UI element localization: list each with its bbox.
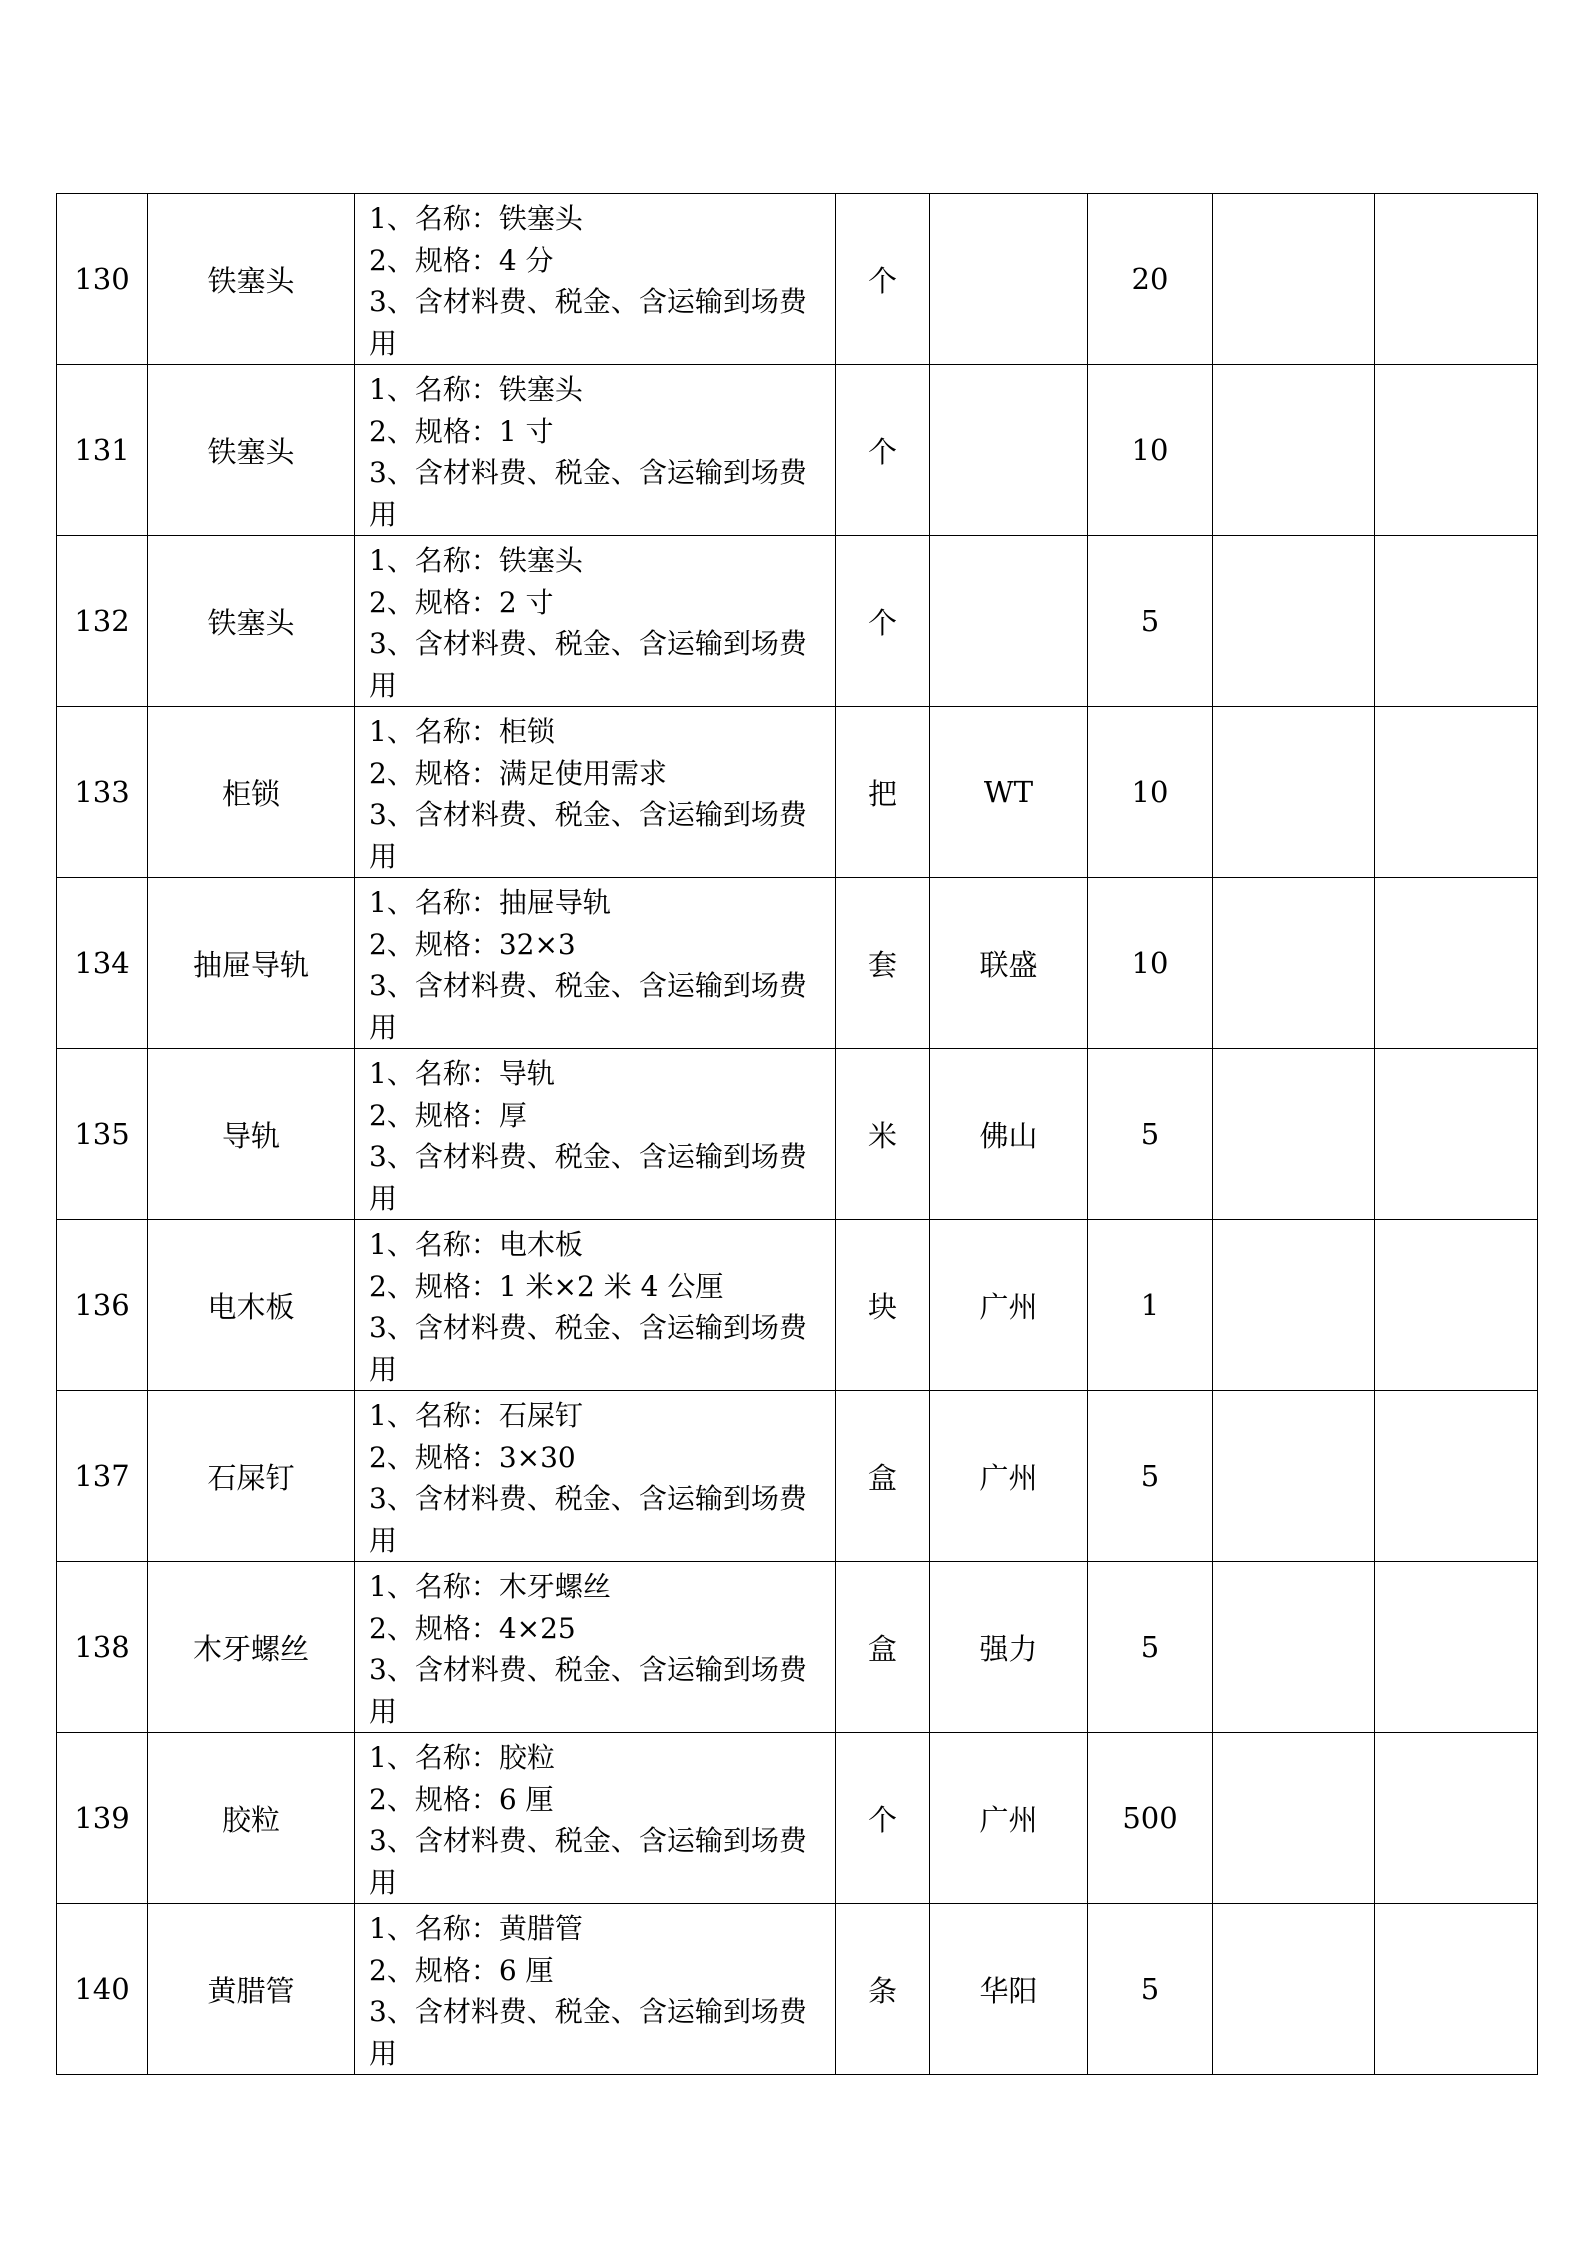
item-unit-cell: 盒 [836, 1562, 930, 1733]
description-line: 3、含材料费、税金、含运输到场费用 [369, 1653, 807, 1728]
item-number-cell: 134 [57, 878, 148, 1049]
item-description-cell [355, 1904, 836, 2075]
item-number-cell: 133 [57, 707, 148, 878]
description-line: 3、含材料费、税金、含运输到场费用 [369, 1311, 807, 1386]
item-name-cell: 铁塞头 [148, 194, 355, 365]
description-line: 2、规格：厚 [369, 1098, 527, 1132]
item-unit-price-cell [1213, 707, 1375, 878]
item-name-cell: 导轨 [148, 1049, 355, 1220]
item-number-cell: 136 [57, 1220, 148, 1391]
item-description-cell [355, 1733, 836, 1904]
item-quantity-cell: 5 [1088, 1049, 1213, 1220]
item-name-cell: 铁塞头 [148, 365, 355, 536]
table-row [57, 1391, 1538, 1562]
item-unit-price-cell [1213, 365, 1375, 536]
item-total-cell [1375, 1733, 1538, 1904]
item-name-cell: 胶粒 [148, 1733, 355, 1904]
item-unit-cell: 把 [836, 707, 930, 878]
item-unit-cell: 个 [836, 194, 930, 365]
item-total-cell [1375, 194, 1538, 365]
item-unit-price-cell [1213, 1049, 1375, 1220]
item-total-cell [1375, 707, 1538, 878]
table-row [57, 707, 1538, 878]
item-total-cell [1375, 365, 1538, 536]
item-quantity-cell: 1 [1088, 1220, 1213, 1391]
item-number-cell: 139 [57, 1733, 148, 1904]
item-brand-cell: 联盛 [930, 878, 1088, 1049]
item-unit-price-cell [1213, 1220, 1375, 1391]
description-line: 3、含材料费、税金、含运输到场费用 [369, 798, 807, 873]
description-line: 1、名称：石屎钉 [369, 1399, 583, 1432]
description-line: 2、规格：1 寸 [369, 414, 554, 448]
item-name-cell: 木牙螺丝 [148, 1562, 355, 1733]
item-name-cell: 电木板 [148, 1220, 355, 1391]
table-row [57, 1904, 1538, 2075]
item-number-cell: 132 [57, 536, 148, 707]
item-total-cell [1375, 1904, 1538, 2075]
description-line: 3、含材料费、税金、含运输到场费用 [369, 285, 807, 360]
description-line: 2、规格：4×25 [369, 1611, 576, 1645]
description-line: 1、名称：黄腊管 [369, 1912, 583, 1945]
materials-table [56, 193, 1538, 2075]
item-brand-cell [930, 194, 1088, 365]
item-quantity-cell: 5 [1088, 1904, 1213, 2075]
item-brand-cell: 华阳 [930, 1904, 1088, 2075]
item-unit-price-cell [1213, 1733, 1375, 1904]
item-brand-cell [930, 536, 1088, 707]
item-description-cell [355, 1562, 836, 1733]
item-description-cell [355, 707, 836, 878]
description-line: 2、规格：4 分 [369, 243, 554, 277]
description-line: 1、名称：铁塞头 [369, 373, 583, 406]
description-line: 3、含材料费、税金、含运输到场费用 [369, 1824, 807, 1899]
item-total-cell [1375, 1049, 1538, 1220]
item-unit-cell: 米 [836, 1049, 930, 1220]
item-unit-price-cell [1213, 536, 1375, 707]
item-number-cell: 138 [57, 1562, 148, 1733]
description-line: 1、名称：抽屉导轨 [369, 886, 611, 919]
item-brand-cell: 佛山 [930, 1049, 1088, 1220]
item-description-cell [355, 536, 836, 707]
item-description-cell [355, 1049, 836, 1220]
item-brand-cell: 广州 [930, 1220, 1088, 1391]
item-name-cell: 铁塞头 [148, 536, 355, 707]
description-line: 3、含材料费、税金、含运输到场费用 [369, 1995, 807, 2070]
description-line: 1、名称：铁塞头 [369, 202, 583, 235]
item-name-cell: 抽屉导轨 [148, 878, 355, 1049]
item-unit-price-cell [1213, 194, 1375, 365]
item-unit-price-cell [1213, 878, 1375, 1049]
item-quantity-cell: 10 [1088, 707, 1213, 878]
description-line: 2、规格：6 厘 [369, 1782, 554, 1816]
item-unit-price-cell [1213, 1562, 1375, 1733]
description-line: 2、规格：32×3 [369, 927, 576, 961]
item-quantity-cell: 20 [1088, 194, 1213, 365]
item-brand-cell: 广州 [930, 1391, 1088, 1562]
item-description-cell [355, 1391, 836, 1562]
item-total-cell [1375, 1220, 1538, 1391]
item-number-cell: 135 [57, 1049, 148, 1220]
description-line: 2、规格：6 厘 [369, 1953, 554, 1987]
item-total-cell [1375, 536, 1538, 707]
item-brand-cell: 广州 [930, 1733, 1088, 1904]
description-line: 1、名称：柜锁 [369, 715, 555, 748]
item-unit-cell: 个 [836, 536, 930, 707]
description-line: 2、规格：1 米×2 米 4 公厘 [369, 1269, 724, 1303]
item-brand-cell [930, 365, 1088, 536]
item-unit-cell: 条 [836, 1904, 930, 2075]
item-brand-cell: 强力 [930, 1562, 1088, 1733]
item-number-cell: 130 [57, 194, 148, 365]
item-unit-cell: 块 [836, 1220, 930, 1391]
item-number-cell: 140 [57, 1904, 148, 2075]
item-total-cell [1375, 878, 1538, 1049]
item-number-cell: 137 [57, 1391, 148, 1562]
description-line: 1、名称：木牙螺丝 [369, 1570, 611, 1603]
description-line: 3、含材料费、税金、含运输到场费用 [369, 969, 807, 1044]
table-row [57, 194, 1538, 365]
item-quantity-cell: 10 [1088, 365, 1213, 536]
description-line: 3、含材料费、税金、含运输到场费用 [369, 1482, 807, 1557]
description-line: 2、规格：3×30 [369, 1440, 576, 1474]
item-quantity-cell: 5 [1088, 1391, 1213, 1562]
description-line: 2、规格：2 寸 [369, 585, 554, 619]
item-number-cell: 131 [57, 365, 148, 536]
item-quantity-cell: 5 [1088, 536, 1213, 707]
item-description-cell [355, 194, 836, 365]
item-brand-cell: WT [930, 707, 1088, 878]
description-line: 2、规格：满足使用需求 [369, 756, 667, 790]
table-row [57, 1733, 1538, 1904]
description-line: 1、名称：铁塞头 [369, 544, 583, 577]
item-description-cell [355, 1220, 836, 1391]
table-row [57, 1562, 1538, 1733]
item-quantity-cell: 500 [1088, 1733, 1213, 1904]
description-line: 3、含材料费、税金、含运输到场费用 [369, 627, 807, 702]
item-unit-price-cell [1213, 1904, 1375, 2075]
item-unit-cell: 套 [836, 878, 930, 1049]
description-line: 1、名称：电木板 [369, 1228, 583, 1261]
table-row [57, 365, 1538, 536]
item-name-cell: 石屎钉 [148, 1391, 355, 1562]
description-line: 3、含材料费、税金、含运输到场费用 [369, 456, 807, 531]
item-description-cell [355, 365, 836, 536]
item-quantity-cell: 5 [1088, 1562, 1213, 1733]
item-unit-cell: 盒 [836, 1391, 930, 1562]
table-row [57, 1220, 1538, 1391]
item-unit-cell: 个 [836, 365, 930, 536]
description-line: 1、名称：胶粒 [369, 1741, 555, 1774]
item-description-cell [355, 878, 836, 1049]
item-name-cell: 柜锁 [148, 707, 355, 878]
description-line: 3、含材料费、税金、含运输到场费用 [369, 1140, 807, 1215]
table-row [57, 878, 1538, 1049]
item-total-cell [1375, 1562, 1538, 1733]
description-line: 1、名称：导轨 [369, 1057, 555, 1090]
item-total-cell [1375, 1391, 1538, 1562]
item-quantity-cell: 10 [1088, 878, 1213, 1049]
table-row [57, 536, 1538, 707]
item-name-cell: 黄腊管 [148, 1904, 355, 2075]
table-row [57, 1049, 1538, 1220]
item-unit-cell: 个 [836, 1733, 930, 1904]
item-unit-price-cell [1213, 1391, 1375, 1562]
